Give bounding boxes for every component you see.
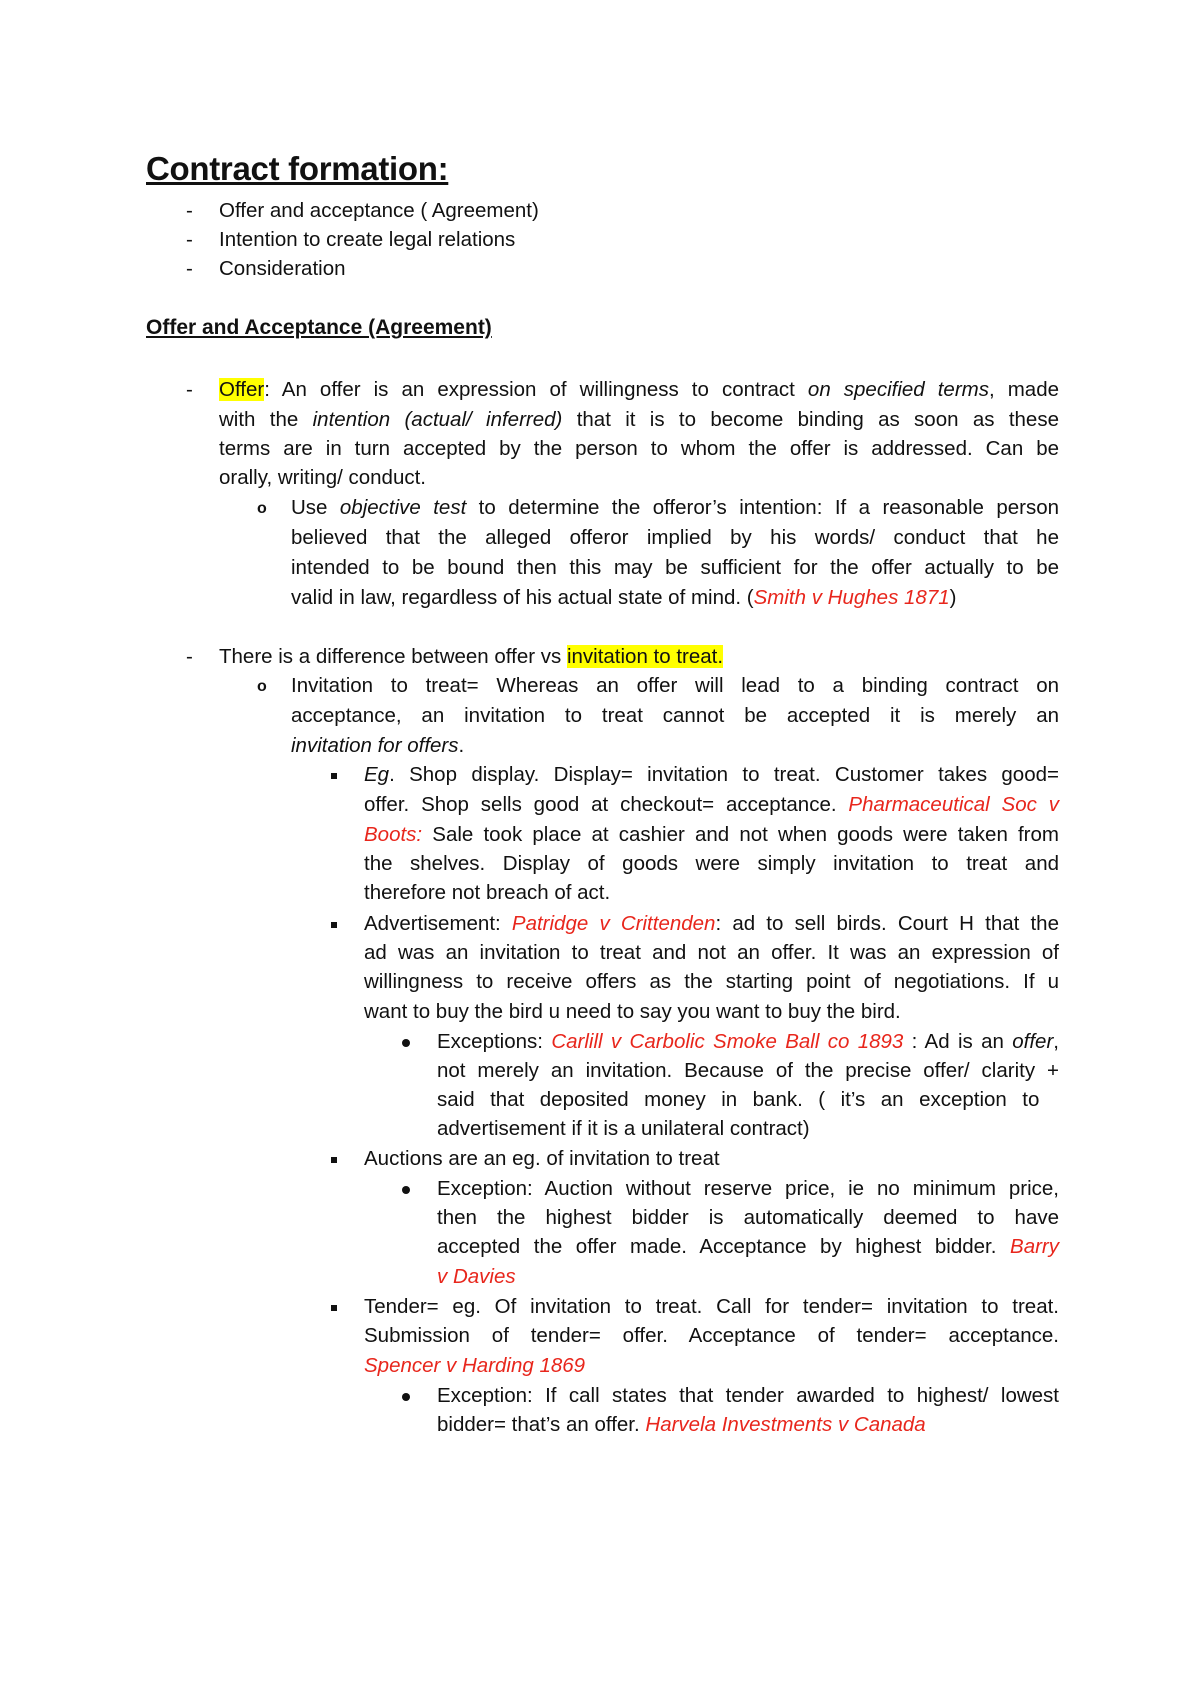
dot-bullet-icon xyxy=(402,1027,410,1057)
advert-line-3: willingness to receive offers as the starting point of negotiations. If u xyxy=(364,970,1059,993)
square-bullet-icon xyxy=(331,760,337,790)
carlill-line-2: not merely an invitation. Because of the precise offer/ clarity + xyxy=(437,1059,1059,1082)
objective-test-line-1: Use objective test to determine the offeror’s intention: If a reasonable person xyxy=(291,496,1059,519)
auction-exc-line-1: Exception: Auction without reserve price, ie no minimum price, xyxy=(437,1177,1059,1200)
case-citation: Harvela Investments v Canada xyxy=(645,1413,926,1436)
intro-item-3: Consideration xyxy=(219,257,346,280)
tender-exc-line-2: bidder= that’s an offer. Harvela Investments v Canada xyxy=(437,1413,926,1436)
advert-line-4: want to buy the bird u need to say you want to buy the bird. xyxy=(364,1000,901,1023)
itt-def-line-3: invitation for offers. xyxy=(291,734,465,757)
itt-highlight: invitation to treat. xyxy=(566,645,724,668)
case-citation: Pharmaceutical Soc v xyxy=(848,793,1059,816)
carlill-line-3: said that deposited money in bank. ( it’s an exception to xyxy=(437,1088,1040,1111)
carlill-line-4: advertisement if it is a unilateral contract) xyxy=(437,1117,810,1140)
case-citation: Patridge v Crittenden xyxy=(511,912,716,935)
dot-bullet-icon xyxy=(402,1174,410,1204)
tender-line-2: Submission of tender= offer. Acceptance of tender= acceptance. xyxy=(364,1324,1059,1347)
dash-bullet: - xyxy=(186,199,193,222)
itt-def-line-1: Invitation to treat= Whereas an offer will lead to a binding contract on xyxy=(291,674,1059,697)
offer-line-3: terms are in turn accepted by the person to whom the offer is addressed. Can be xyxy=(219,437,1059,460)
shop-line-4: the shelves. Display of goods were simply invitation to treat and xyxy=(364,852,1059,875)
case-citation: v Davies xyxy=(437,1265,516,1288)
section-heading: Offer and Acceptance (Agreement) xyxy=(146,316,492,339)
square-bullet-icon xyxy=(331,1144,337,1174)
intro-item-2: Intention to create legal relations xyxy=(219,228,516,251)
circle-bullet-icon: o xyxy=(257,500,267,517)
case-citation: Spencer v Harding 1869 xyxy=(364,1354,586,1377)
shop-line-3: Boots: Sale took place at cashier and not when goods were taken from xyxy=(364,823,1059,846)
carlill-line-1: Exceptions: Carlill v Carbolic Smoke Ball co 1893 : Ad is an offer, xyxy=(437,1030,1059,1053)
square-bullet-icon xyxy=(331,909,337,939)
offer-term-highlight: Offer xyxy=(219,378,265,401)
case-citation: Smith v Hughes 1871 xyxy=(753,586,950,609)
circle-bullet-icon: o xyxy=(257,678,267,695)
auction-exc-line-2: then the highest bidder is automatically deemed to have xyxy=(437,1206,1059,1229)
objective-test-line-3: intended to be bound then this may be sufficient for the offer actually to be xyxy=(291,556,1059,579)
case-citation: Barry xyxy=(1010,1235,1059,1258)
itt-intro-line: There is a difference between offer vs invitation to treat. xyxy=(219,645,724,668)
case-citation: Boots: xyxy=(364,823,423,846)
auction-line-1: Auctions are an eg. of invitation to treat xyxy=(364,1147,720,1170)
shop-line-1: Eg. Shop display. Display= invitation to treat. Customer takes good= xyxy=(364,763,1059,786)
offer-line-2: with the intention (actual/ inferred) that it is to become binding as soon as these xyxy=(219,408,1059,431)
case-citation: Carlill v Carbolic Smoke Ball co 1893 xyxy=(551,1030,904,1053)
offer-line-4: orally, writing/ conduct. xyxy=(219,466,426,489)
dot-bullet-icon xyxy=(402,1381,410,1411)
tender-line-1: Tender= eg. Of invitation to treat. Call for tender= invitation to treat. xyxy=(364,1295,1059,1318)
square-bullet-icon xyxy=(331,1292,337,1322)
shop-line-2: offer. Shop sells good at checkout= acceptance. Pharmaceutical Soc v xyxy=(364,793,1059,816)
dash-bullet: - xyxy=(186,645,193,668)
advert-line-2: ad was an invitation to treat and not an offer. It was an expression of xyxy=(364,941,1059,964)
dash-bullet: - xyxy=(186,257,193,280)
objective-test-line-2: believed that the alleged offeror implied by his words/ conduct that he xyxy=(291,526,1059,549)
objective-test-line-4: valid in law, regardless of his actual state of mind. (Smith v Hughes 1871) xyxy=(291,586,957,609)
tender-exc-line-1: Exception: If call states that tender awarded to highest/ lowest xyxy=(437,1384,1059,1407)
intro-item-1: Offer and acceptance ( Agreement) xyxy=(219,199,539,222)
dash-bullet: - xyxy=(186,228,193,251)
dash-bullet: - xyxy=(186,378,193,401)
advert-line-1: Advertisement: Patridge v Crittenden: ad to sell birds. Court H that the xyxy=(364,912,1059,935)
offer-line-1: Offer: An offer is an expression of willingness to contract on specified terms, made xyxy=(219,378,1060,401)
auction-exc-line-3: accepted the offer made. Acceptance by highest bidder. Barry xyxy=(437,1235,1059,1258)
itt-def-line-2: acceptance, an invitation to treat cannot be accepted it is merely an xyxy=(291,704,1059,727)
shop-line-5: therefore not breach of act. xyxy=(364,881,611,904)
page-title: Contract formation: xyxy=(146,150,449,187)
